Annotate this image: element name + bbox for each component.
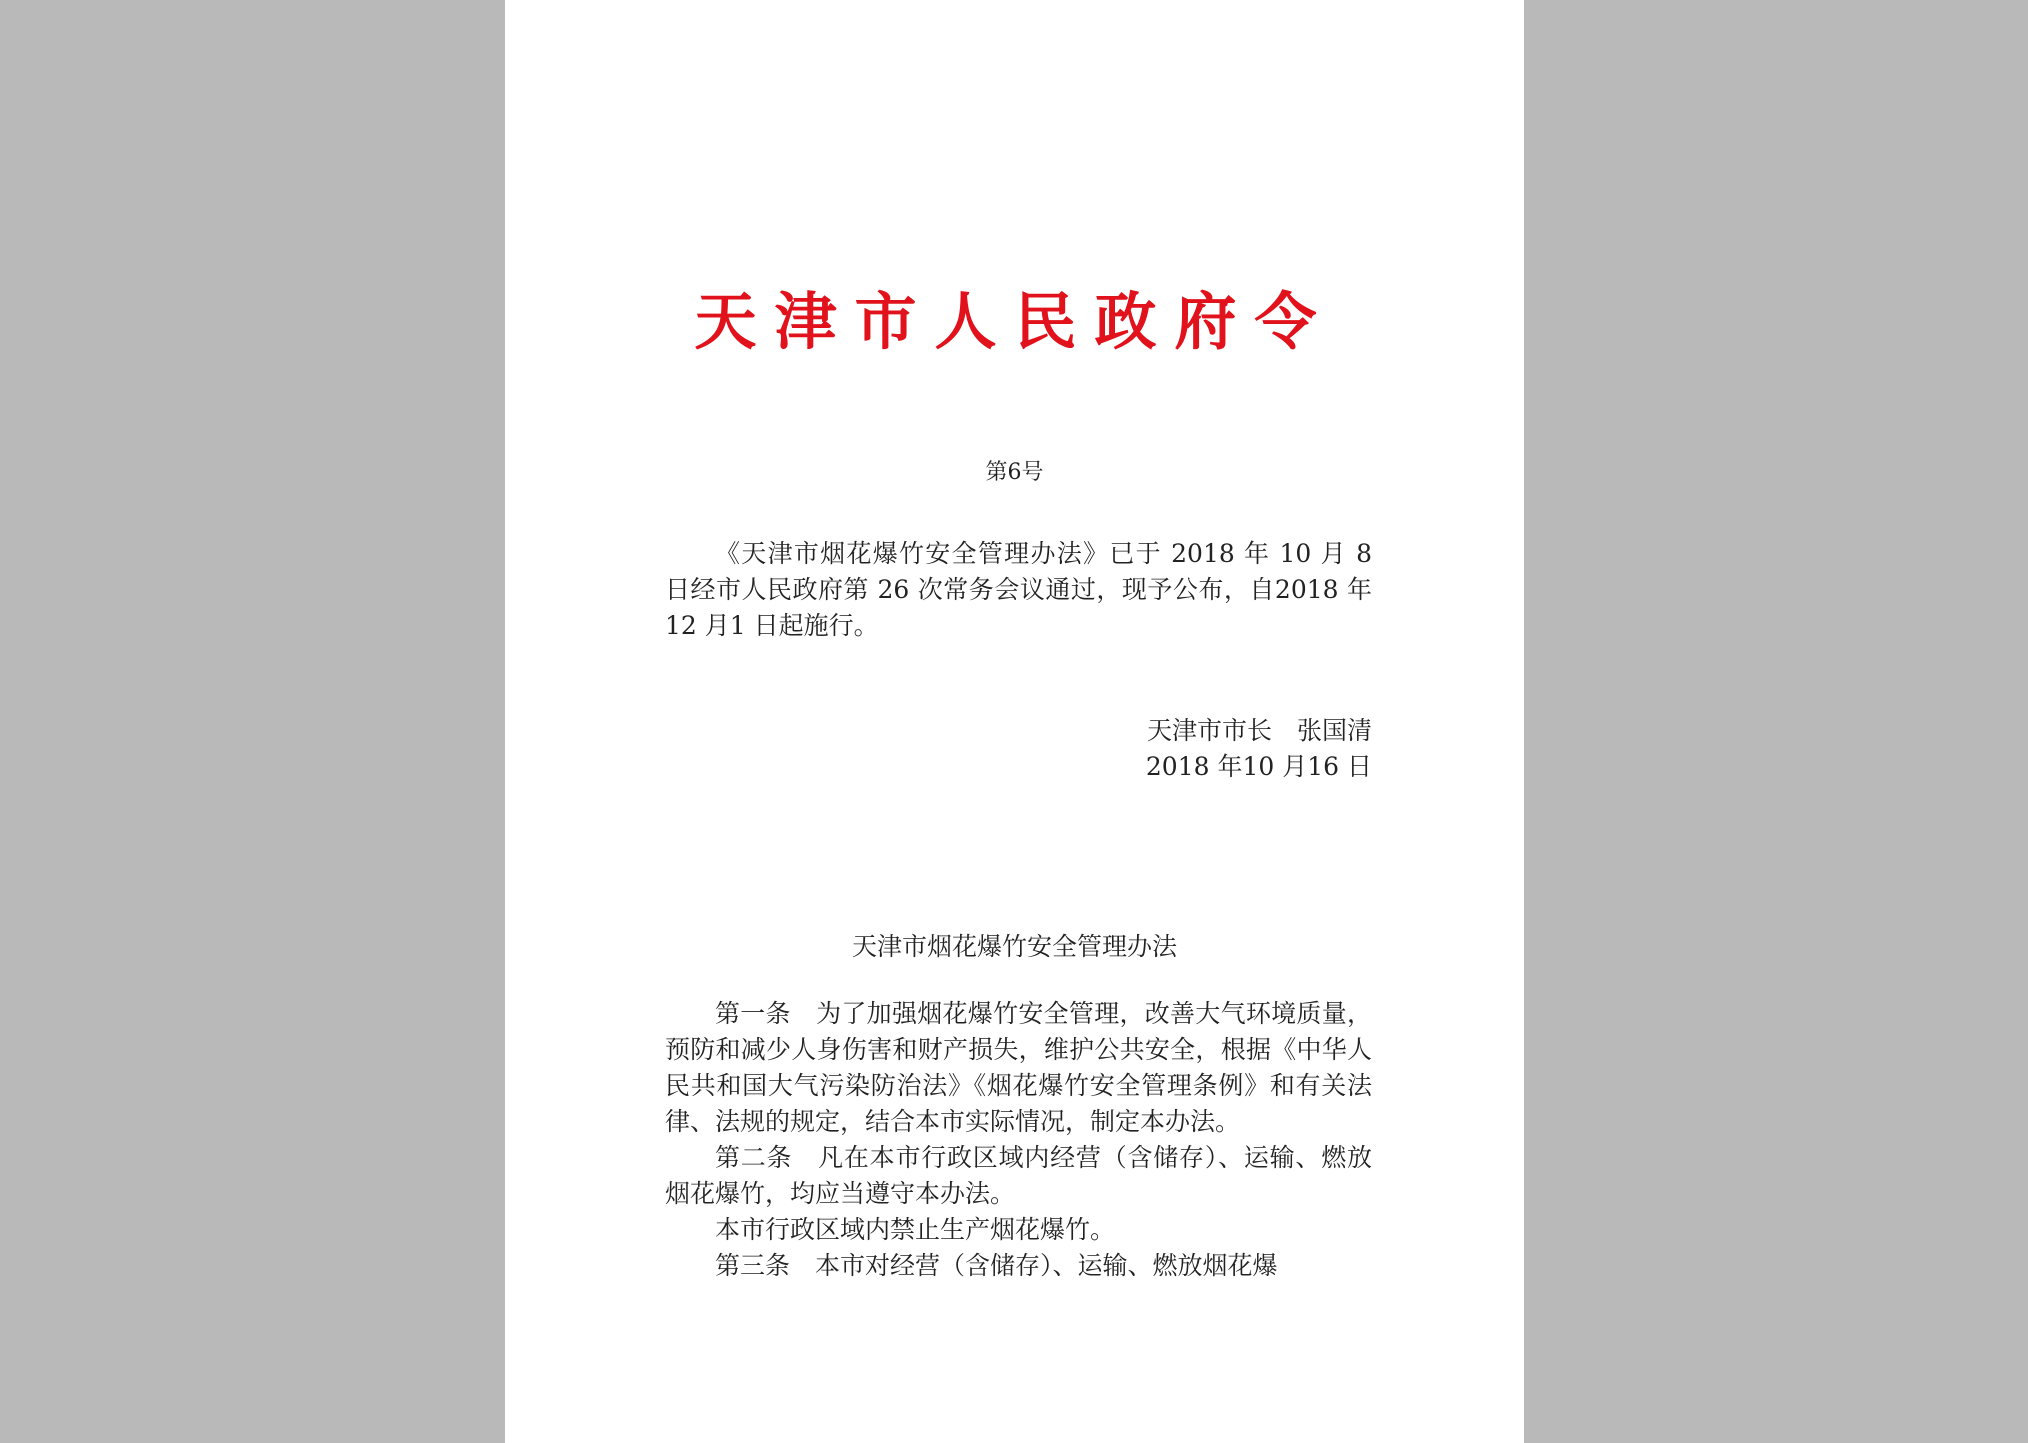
article-paragraph: 第三条 本市对经营（含储存）、运输、燃放烟花爆 xyxy=(715,1251,1278,1280)
document-page xyxy=(505,0,1524,1443)
decree-number: 第6号 xyxy=(985,460,1044,485)
article-paragraph: 第二条 凡在本市行政区域内经营（含储存）、运输、燃放烟花爆竹，均应当遵守本办法。 xyxy=(665,1143,1372,1208)
signature-block xyxy=(1146,713,1372,785)
articles-block xyxy=(665,996,1372,1284)
article-paragraph: 本市行政区域内禁止生产烟花爆竹。 xyxy=(715,1215,1116,1244)
regulation-title: 天津市烟花爆竹安全管理办法 xyxy=(851,932,1177,961)
announcement-text: 《天津市烟花爆竹安全管理办法》已于 2018 年 10 月 8 日经市人民政府第 26 次常务会议通过，现予公布，自2018 年12 月1 日起施行。 xyxy=(665,539,1372,640)
signature-date: 2018 年10 月16 日 xyxy=(1145,752,1372,781)
article-paragraph: 第一条 为了加强烟花爆竹安全管理，改善大气环境质量，预防和减少人身伤害和财产损失，维护公共安全，根据《中华人民共和国大气污染防治法》《烟花爆竹安全管理条例》和有关法律、法规的规定，结合本市实际情况，制定本办法。 xyxy=(665,999,1372,1136)
announcement-block xyxy=(665,536,1372,644)
decree-title: 天津市人民政府令 xyxy=(694,285,1335,358)
signature-mayor: 天津市市长 张国清 xyxy=(1146,716,1372,745)
